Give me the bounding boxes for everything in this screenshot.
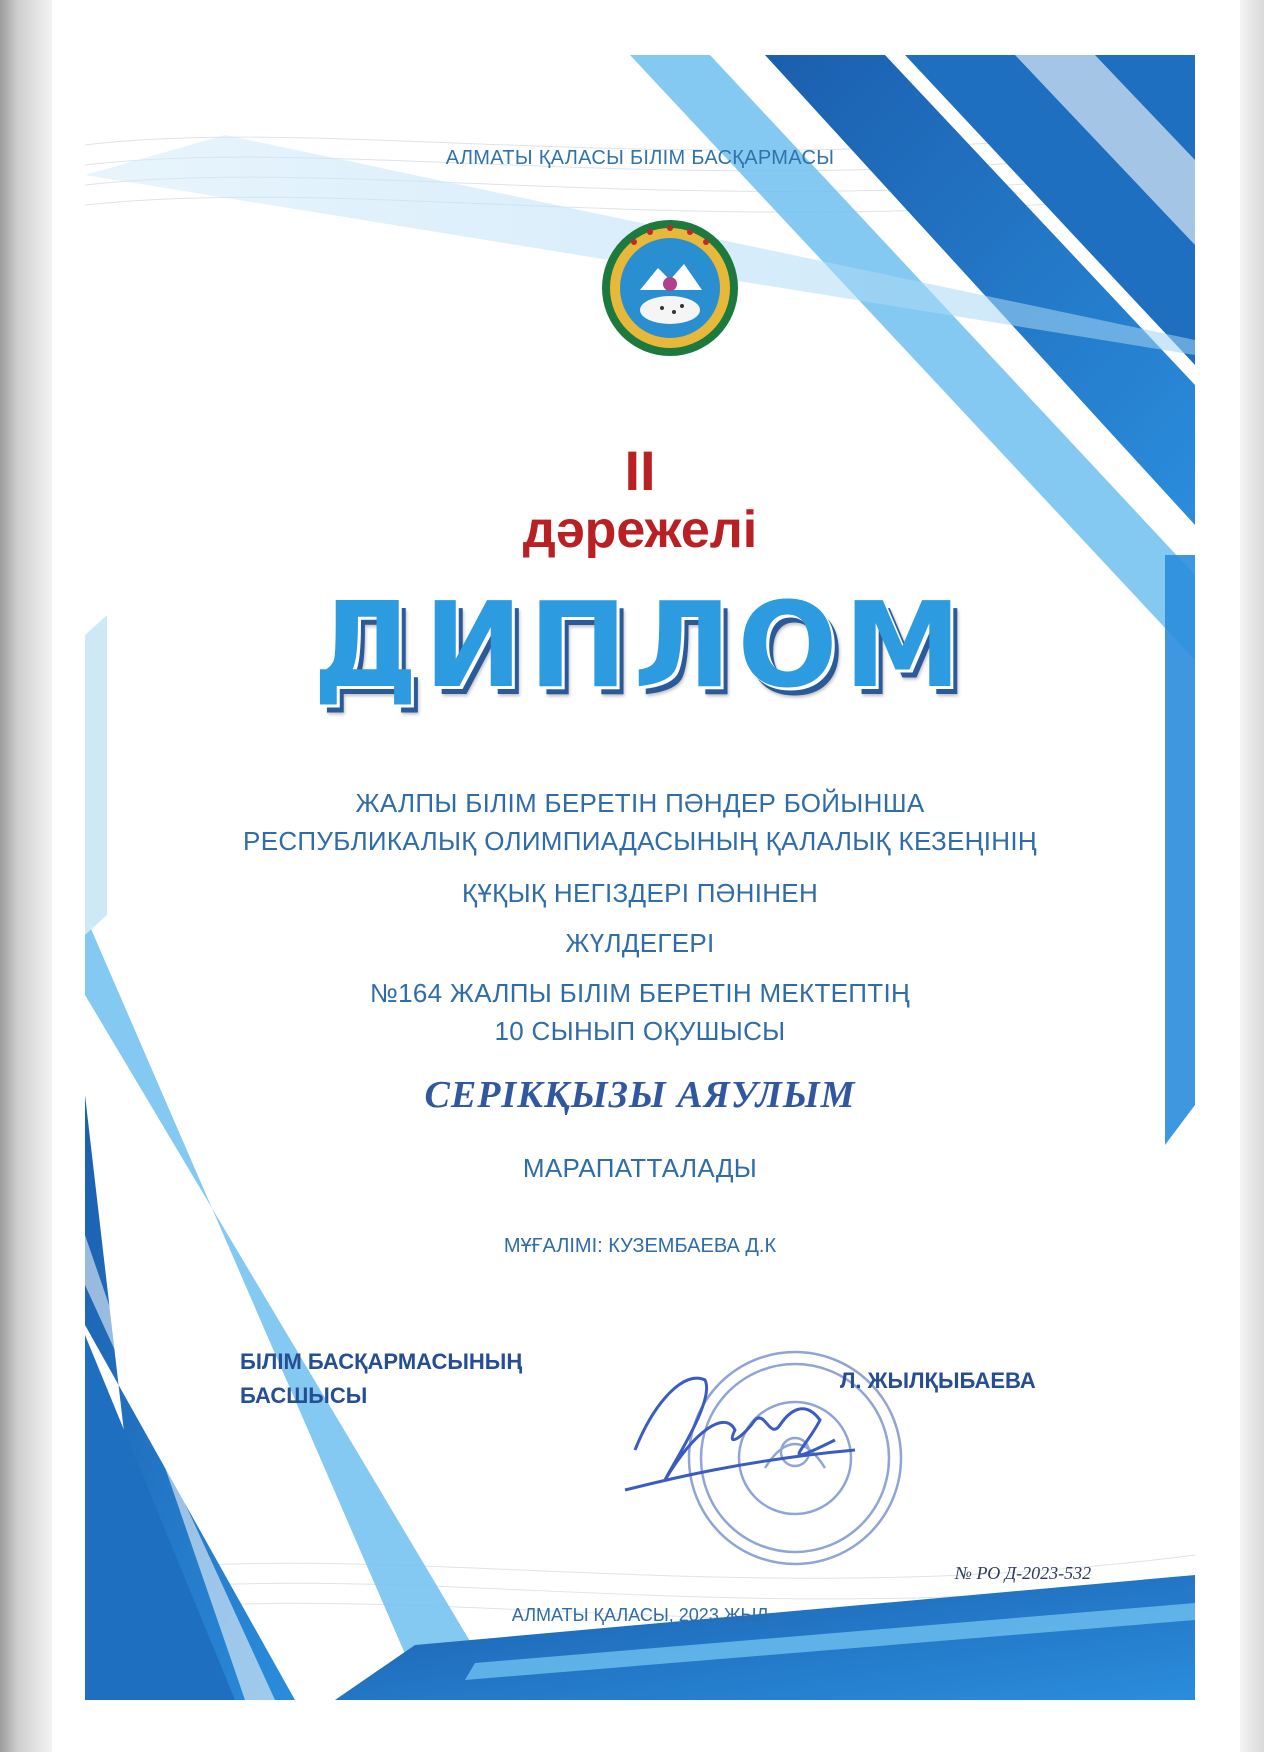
diploma-page [85, 55, 1195, 1700]
diploma-title: ДИПЛОМ [312, 576, 968, 714]
signatory-name: Л. ЖЫЛҚЫБАЕВА [840, 1368, 1036, 1393]
degree-numeral: II [624, 439, 656, 502]
teacher-name: МҰҒАЛІМІ: КУЗЕМБАЕВА Д.К [503, 1235, 777, 1257]
city-emblem-icon [600, 218, 740, 358]
scan-paper-edge [0, 0, 52, 1752]
text-line-1: ЖАЛПЫ БІЛІМ БЕРЕТІН ПӘНДЕР БОЙЫНША [355, 788, 925, 818]
recipient-name: СЕРІКҚЫЗЫ АЯУЛЫМ [424, 1074, 856, 1116]
degree-word: дәрежелі [522, 501, 758, 559]
issuing-authority: АЛМАТЫ ҚАЛАСЫ БІЛІМ БАСҚАРМАСЫ [445, 147, 835, 169]
text-line-5: №164 ЖАЛПЫ БІЛІМ БЕРЕТІН МЕКТЕПТІҢ [369, 978, 911, 1008]
text-line-4: ЖҮЛДЕГЕРІ [565, 928, 715, 958]
text-line-2: РЕСПУБЛИКАЛЫҚ ОЛИМПИАДАСЫНЫҢ ҚАЛАЛЫҚ КЕЗЕҢІНІҢ [243, 826, 1037, 856]
signatory-title [240, 1345, 522, 1413]
registration-number: № РО Д-2023-532 [955, 1563, 1092, 1583]
signatory-title-line-2: БАСШЫСЫ [240, 1383, 368, 1408]
place-and-year: АЛМАТЫ ҚАЛАСЫ, 2023 ЖЫЛ [511, 1605, 769, 1625]
text-line-6: 10 СЫНЫП ОҚУШЫСЫ [494, 1016, 786, 1046]
award-text: МАРАПАТТАЛАДЫ [522, 1153, 758, 1183]
scan-right-margin [1240, 0, 1264, 1752]
text-line-3: ҚҰҚЫҚ НЕГІЗДЕРІ ПӘНІНЕН [461, 878, 819, 908]
signatory-title-line-1: БІЛІМ БАСҚАРМАСЫНЫҢ [240, 1349, 523, 1374]
